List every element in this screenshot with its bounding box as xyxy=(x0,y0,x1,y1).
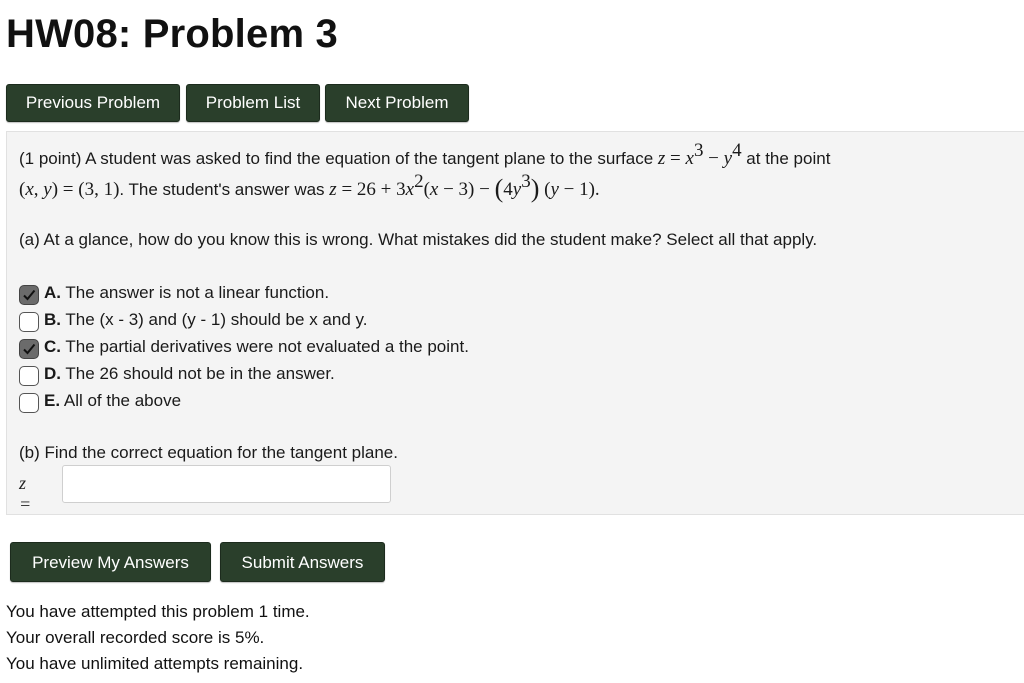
choice-label: All of the above xyxy=(63,391,182,410)
choice-label: The answer is not a linear function. xyxy=(65,283,330,302)
choice-d-checkbox[interactable] xyxy=(19,366,39,386)
remaining-attempts-status: You have unlimited attempts remaining. xyxy=(6,654,304,673)
choice-label: The (x - 3) and (y - 1) should be x and y. xyxy=(65,310,368,329)
checkmark-icon xyxy=(21,287,37,303)
choice-letter: A. xyxy=(44,283,61,302)
tangent-plane-answer-input[interactable] xyxy=(62,465,391,503)
choice-letter: D. xyxy=(44,364,61,383)
choice-e-checkbox[interactable] xyxy=(19,393,39,413)
choice-label: The partial derivatives were not evaluated a the point. xyxy=(65,337,469,356)
choice-letter: E. xyxy=(44,391,61,410)
choice-a-checkbox[interactable] xyxy=(19,285,39,305)
part-a-question: (a) At a glance, how do you know this is wrong. What mistakes did the student make? Select all that apply. xyxy=(19,230,818,249)
problem-panel xyxy=(6,131,1024,515)
preview-answers-button[interactable]: Preview My Answers xyxy=(10,542,211,582)
checkmark-icon xyxy=(21,341,37,357)
part-b-question: (b) Find the correct equation for the tangent plane. xyxy=(19,443,398,462)
attempts-status: You have attempted this problem 1 time. xyxy=(6,602,310,621)
score-status: Your overall recorded score is 5%. xyxy=(6,628,265,647)
surface-equation: z xyxy=(657,148,666,169)
choice-letter: C. xyxy=(44,337,61,356)
answer-prefix: z = xyxy=(19,473,32,514)
submit-answers-button[interactable]: Submit Answers xyxy=(220,542,385,582)
student-answer-intro: . The student's answer was xyxy=(119,180,325,199)
problem-intro-end: at the point xyxy=(746,149,831,168)
previous-problem-button[interactable]: Previous Problem xyxy=(6,84,180,122)
choice-letter: B. xyxy=(44,310,61,329)
problem-list-button[interactable]: Problem List xyxy=(186,84,320,122)
choice-label: The 26 should not be in the answer. xyxy=(65,364,335,383)
problem-intro: (1 point) A student was asked to find the equation of the tangent plane to the surface xyxy=(19,149,654,168)
problem-statement-line-2: (x, y) = (3, 1). The student's answer was $z = 26 + 3x^2(x - 3) - (4y^3) (y - 1)$. xyxy=(19,171,600,203)
page-title: HW08: Problem 3 xyxy=(6,12,338,56)
problem-statement-line-1: (1 point) A student was asked to find the equation of the tangent plane to the surface $z = x^3 - y^4$ at the point xyxy=(19,140,831,169)
next-problem-button[interactable]: Next Problem xyxy=(325,84,469,122)
choice-b-checkbox[interactable] xyxy=(19,312,39,332)
choice-c-checkbox[interactable] xyxy=(19,339,39,359)
